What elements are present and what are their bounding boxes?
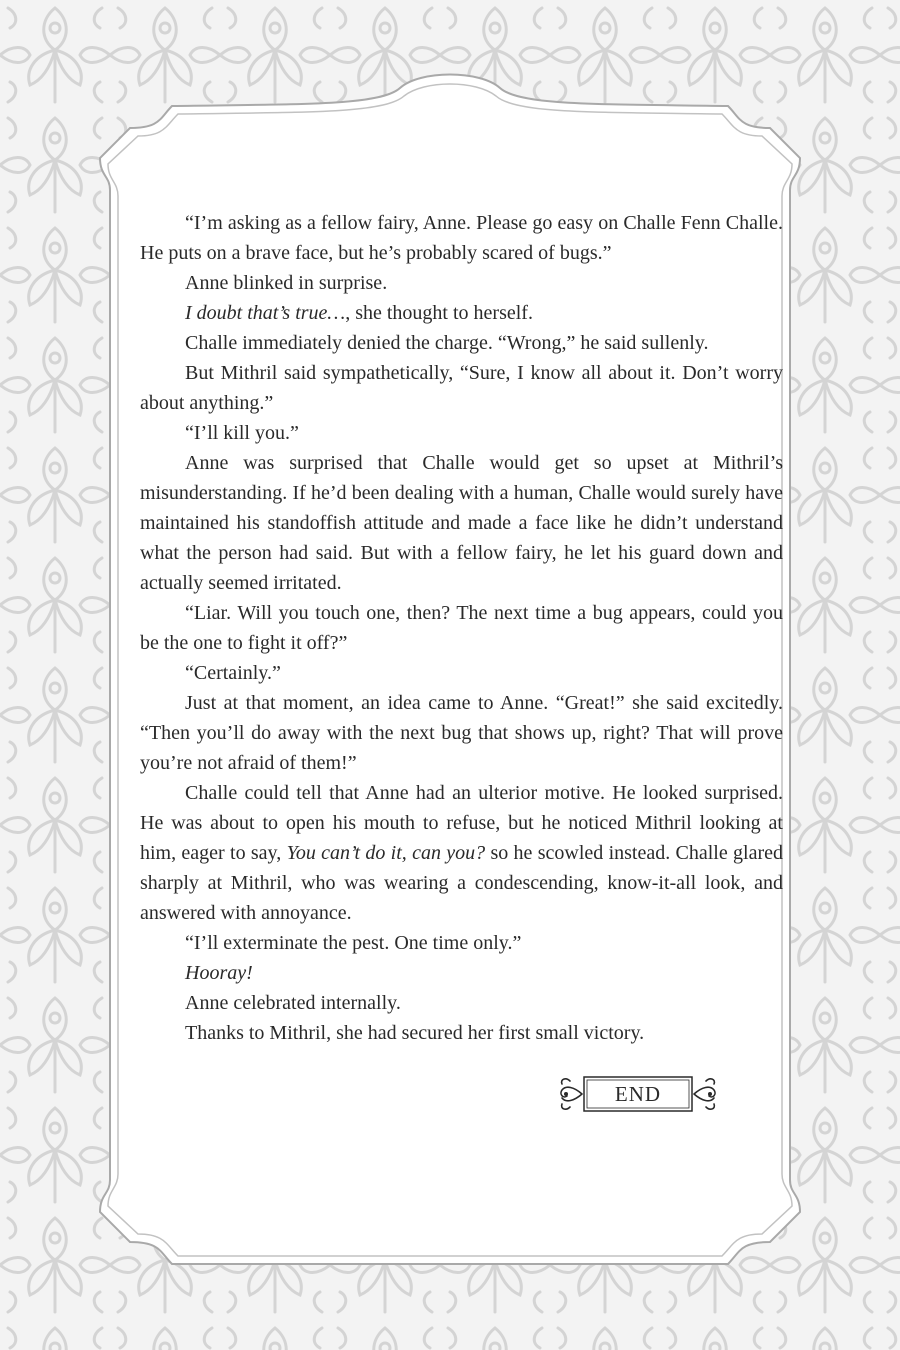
paragraph-text: “I’ll kill you.”: [185, 422, 299, 444]
paragraph-text: Just at that moment, an idea came to Anne. “Great!” she said excitedly. “Then you’ll do away with the next bug that shows up, right? That will prove you’re not afraid of them!”: [140, 692, 783, 774]
paragraph-text: Anne blinked in surprise.: [185, 272, 388, 294]
paragraph-text: Challe could tell that Anne had an ulterior motive. He looked surprised. He was about to open his mouth to refuse, but he noticed Mithril looking at him, eager to say,: [140, 782, 783, 864]
italic-text: Hooray!: [185, 962, 253, 984]
end-label: END: [614, 1082, 662, 1106]
story-paragraph: [140, 1018, 783, 1048]
paragraph-text: so he scowled instead. Challe glared sharply at Mithril, who was wearing a condescending, know-it-all look, and answered with annoyance.: [140, 842, 784, 924]
paragraph-text: “Liar. Will you touch one, then? The next time a bug appears, could you be the one to fight it off?”: [140, 602, 783, 654]
story-paragraph: [140, 778, 783, 928]
story-paragraph: [140, 658, 783, 688]
story-paragraph: [140, 358, 783, 418]
end-badge: [556, 1073, 720, 1115]
story-paragraph: [140, 328, 783, 358]
story-paragraph: [140, 688, 783, 778]
paragraph-text: But Mithril said sympathetically, “Sure, I know all about it. Don’t worry about anything.”: [140, 362, 783, 414]
story-paragraph: [140, 268, 783, 298]
paragraph-text: “Certainly.”: [185, 662, 281, 684]
italic-text: I doubt that’s true…: [185, 302, 346, 324]
paragraph-text: , she thought to herself.: [345, 302, 533, 324]
paragraph-text: “I’ll exterminate the pest. One time only.”: [185, 932, 522, 954]
paragraph-text: Challe immediately denied the charge. “Wrong,” he said sullenly.: [185, 332, 709, 354]
paragraph-text: Anne was surprised that Challe would get so upset at Mithril’s misunderstanding. If he’d been dealing with a human, Challe would surely have maintained his standoffish attitude and made a face like he didn’t understand what the person had said. But with a fellow fairy, he let his guard down and actually seemed irritated.: [140, 452, 783, 594]
paragraph-text: “I’m asking as a fellow fairy, Anne. Please go easy on Challe Fenn Challe. He puts on a brave face, but he’s probably scared of bugs.”: [140, 212, 783, 264]
story-paragraph: [140, 448, 783, 598]
story-paragraph: [140, 208, 783, 268]
story-paragraph: [140, 988, 783, 1018]
story-paragraph: [140, 598, 783, 658]
italic-text: You can’t do it, can you?: [286, 842, 486, 864]
paragraph-text: Thanks to Mithril, she had secured her first small victory.: [185, 1022, 645, 1044]
story-paragraph: [140, 298, 783, 328]
story-paragraph: [140, 418, 783, 448]
paragraph-text: Anne celebrated internally.: [185, 992, 401, 1014]
story-paragraph: [140, 928, 783, 958]
story-text: [140, 208, 783, 1048]
story-paragraph: [140, 958, 783, 988]
